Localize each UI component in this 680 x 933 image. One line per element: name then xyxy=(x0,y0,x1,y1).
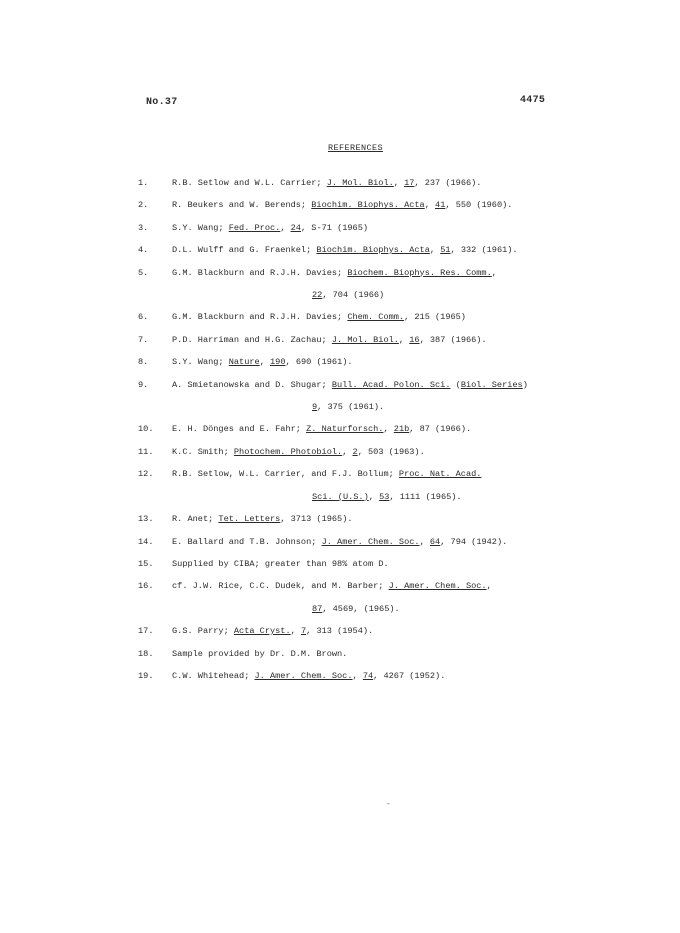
reference-number: 15. xyxy=(138,558,154,569)
citation-text: S.Y. Wang; xyxy=(172,222,229,233)
citation-text: R.B. Setlow and W.L. Carrier; xyxy=(172,178,327,188)
reference-number: 5. xyxy=(138,267,149,278)
reference-item xyxy=(138,441,598,463)
reference-item xyxy=(138,262,598,307)
citation-underlined: Biochim. Biophys. Acta xyxy=(311,200,425,211)
references-list xyxy=(138,172,598,687)
citation-text: , xyxy=(290,626,301,637)
citation-text: E. H. Dönges and E. Fahr; xyxy=(172,424,307,435)
citation-underlined: Sci. (U.S.) xyxy=(312,491,369,502)
reference-item xyxy=(138,239,598,261)
citation-text: , 332 (1961). xyxy=(450,245,518,256)
citation-text: , xyxy=(491,267,497,278)
reference-text xyxy=(172,329,598,351)
citation-text: S.Y. Wang; xyxy=(172,357,229,368)
reference-text xyxy=(172,441,598,463)
reference-number: 7. xyxy=(138,334,149,345)
citation-text: , xyxy=(280,222,291,233)
citation-text: , 3713 (1965). xyxy=(280,514,353,525)
citation-text: , xyxy=(429,245,441,256)
citation-underlined: Chem. Comm. xyxy=(347,312,405,323)
reference-item xyxy=(138,351,598,373)
reference-item xyxy=(138,643,598,665)
reference-text xyxy=(172,553,598,575)
citation-text: D.L. Wulff and G. Fraenkel; xyxy=(172,245,317,256)
reference-number: 19. xyxy=(138,670,154,681)
citation-text: G.M. Blackburn and R.J.H. Davies; xyxy=(172,312,348,323)
citation-underlined: Biol. Series xyxy=(460,379,523,390)
reference-number: 14. xyxy=(138,536,154,547)
reference-item xyxy=(138,508,598,530)
citation-text: , 375 (1961). xyxy=(317,402,385,413)
citation-underlined: Z. Naturforsch. xyxy=(306,424,384,435)
reference-item xyxy=(138,463,598,508)
citation-underlined: 190 xyxy=(270,357,286,368)
citation-underlined: Tet. Letters xyxy=(218,514,281,525)
reference-number: 9. xyxy=(138,379,149,390)
citation-text: P.D. Harriman and H.G. Zachau; xyxy=(172,334,332,345)
citation-text: G.M. Blackburn and R.J.H. Davies; xyxy=(172,267,348,278)
reference-number: 3. xyxy=(138,222,149,233)
citation-underlined: 2 xyxy=(352,446,358,457)
reference-item xyxy=(138,553,598,575)
citation-text: ) xyxy=(522,379,528,390)
reference-text-continued xyxy=(312,486,598,508)
citation-text: , xyxy=(419,536,430,547)
reference-text xyxy=(172,508,598,530)
citation-text: , 237 (1966). xyxy=(414,178,482,188)
citation-text: , 4267 (1952). xyxy=(373,670,446,681)
reference-text xyxy=(172,463,598,485)
citation-underlined: 21b xyxy=(393,424,410,435)
citation-text: , xyxy=(424,200,436,211)
reference-number: 12. xyxy=(138,469,154,480)
citation-text: K.C. Smith; xyxy=(172,446,234,457)
citation-text: , 87 (1966). xyxy=(409,424,472,435)
citation-text: C.W. Whitehead; xyxy=(172,670,255,681)
citation-underlined: 41 xyxy=(435,200,446,211)
citation-text: , xyxy=(368,491,380,502)
reference-item xyxy=(138,306,598,328)
reference-number: 6. xyxy=(138,312,149,323)
citation-underlined: J. Amer. Chem. Soc. xyxy=(388,581,487,592)
citation-text: R.B. Setlow, W.L. Carrier, and F.J. Bollum; xyxy=(172,469,399,480)
reference-number: 18. xyxy=(138,648,154,659)
reference-number: 10. xyxy=(138,424,154,435)
citation-underlined: J. Amer. Chem. Soc. xyxy=(321,536,420,547)
citation-text: , 387 (1966). xyxy=(419,334,487,345)
citation-text: Supplied by CIBA; greater than 98% atom D. xyxy=(172,558,389,569)
reference-text-continued xyxy=(312,284,598,306)
citation-text: Sample provided by Dr. D.M. Brown. xyxy=(172,648,348,659)
reference-item xyxy=(138,620,598,642)
reference-item xyxy=(138,374,598,419)
reference-item xyxy=(138,172,598,194)
citation-text: , S-71 (1965) xyxy=(300,222,369,233)
citation-underlined: 51 xyxy=(440,245,451,256)
citation-text: , xyxy=(383,424,394,435)
citation-underlined: 53 xyxy=(379,491,390,502)
reference-text xyxy=(172,239,598,261)
citation-underlined: J. Amer. Chem. Soc. xyxy=(254,670,353,681)
reference-item xyxy=(138,531,598,553)
citation-text: , 1111 (1965). xyxy=(389,491,462,502)
citation-underlined: 7 xyxy=(300,626,307,637)
reference-text xyxy=(172,374,598,396)
reference-number: 4. xyxy=(138,245,149,256)
citation-underlined: Bull. Acad. Polon. Sci. xyxy=(331,379,451,390)
citation-underlined: 24 xyxy=(290,222,301,233)
citation-text: , xyxy=(259,357,271,368)
reference-text xyxy=(172,665,598,687)
reference-number: 1. xyxy=(138,178,149,188)
reference-item xyxy=(138,217,598,239)
citation-underlined: 22 xyxy=(312,290,323,301)
reference-number: 11. xyxy=(138,446,154,457)
citation-text: , 690 (1961). xyxy=(285,357,353,368)
citation-underlined: 64 xyxy=(429,536,441,547)
citation-text: , xyxy=(486,581,492,592)
citation-text: cf. J.W. Rice, C.C. Dudek, and M. Barber; xyxy=(172,581,389,592)
reference-text xyxy=(172,620,598,642)
reference-text xyxy=(172,531,598,553)
citation-underlined: 74 xyxy=(362,670,374,681)
reference-item xyxy=(138,329,598,351)
footer-mark: - xyxy=(386,800,391,809)
page-number: 4475 xyxy=(520,95,546,106)
citation-underlined: Acta Cryst. xyxy=(233,626,291,637)
citation-underlined: 16 xyxy=(409,334,420,345)
citation-text: , xyxy=(398,334,410,345)
citation-underlined: Fed. Proc. xyxy=(228,222,281,233)
citation-text: , 503 (1963). xyxy=(357,446,425,457)
citation-text: , xyxy=(342,446,353,457)
citation-underlined: J. Mol. Biol. xyxy=(331,334,399,345)
citation-text: A. Smietanowska and D. Shugar; xyxy=(172,379,332,390)
citation-text: , 704 (1966) xyxy=(322,290,385,301)
citation-underlined: 87 xyxy=(312,603,323,614)
reference-text-continued xyxy=(312,396,598,418)
reference-number: 13. xyxy=(138,514,154,525)
citation-text: R. Beukers and W. Berends; xyxy=(172,200,312,211)
citation-text: , 4569, (1965). xyxy=(322,603,400,614)
reference-item xyxy=(138,665,598,687)
citation-text: E. Ballard and T.B. Johnson; xyxy=(172,536,322,547)
citation-underlined: Nature xyxy=(228,357,260,368)
reference-text xyxy=(172,262,598,284)
reference-number: 16. xyxy=(138,581,154,592)
reference-text xyxy=(172,217,598,239)
citation-underlined: 17 xyxy=(404,178,415,188)
reference-text xyxy=(172,575,598,597)
citation-text: ( xyxy=(450,379,461,390)
citation-text: , 215 (1965) xyxy=(404,312,466,323)
reference-text xyxy=(172,194,598,216)
citation-text: , 794 (1942). xyxy=(440,536,508,547)
reference-number: 17. xyxy=(138,626,154,637)
references-heading: REFERENCES xyxy=(328,143,384,153)
citation-underlined: Biochim. Biophys. Acta xyxy=(316,245,430,256)
citation-underlined: Biochem. Biophys. Res. Comm. xyxy=(347,267,492,278)
reference-text xyxy=(172,172,598,194)
citation-text: , 550 (1960). xyxy=(445,200,513,211)
reference-item xyxy=(138,418,598,440)
reference-text xyxy=(172,643,598,665)
citation-underlined: J. Mol. Biol. xyxy=(326,178,394,188)
reference-text xyxy=(172,306,598,328)
reference-number: 2. xyxy=(138,200,149,211)
journal-issue-label: No.37 xyxy=(146,97,178,108)
reference-number: 8. xyxy=(138,357,149,368)
citation-text: , xyxy=(352,670,363,681)
citation-underlined: 9 xyxy=(312,402,318,413)
citation-text: , 313 (1954). xyxy=(306,626,374,637)
citation-text: R. Anet; xyxy=(172,514,219,525)
reference-text xyxy=(172,351,598,373)
citation-text: G.S. Parry; xyxy=(172,626,234,637)
reference-text xyxy=(172,418,598,440)
citation-text: , xyxy=(393,178,405,188)
reference-item xyxy=(138,575,598,620)
citation-underlined: Photochem. Photobiol. xyxy=(233,446,343,457)
reference-item xyxy=(138,194,598,216)
citation-underlined: Proc. Nat. Acad. xyxy=(398,469,482,480)
reference-text-continued xyxy=(312,598,598,620)
